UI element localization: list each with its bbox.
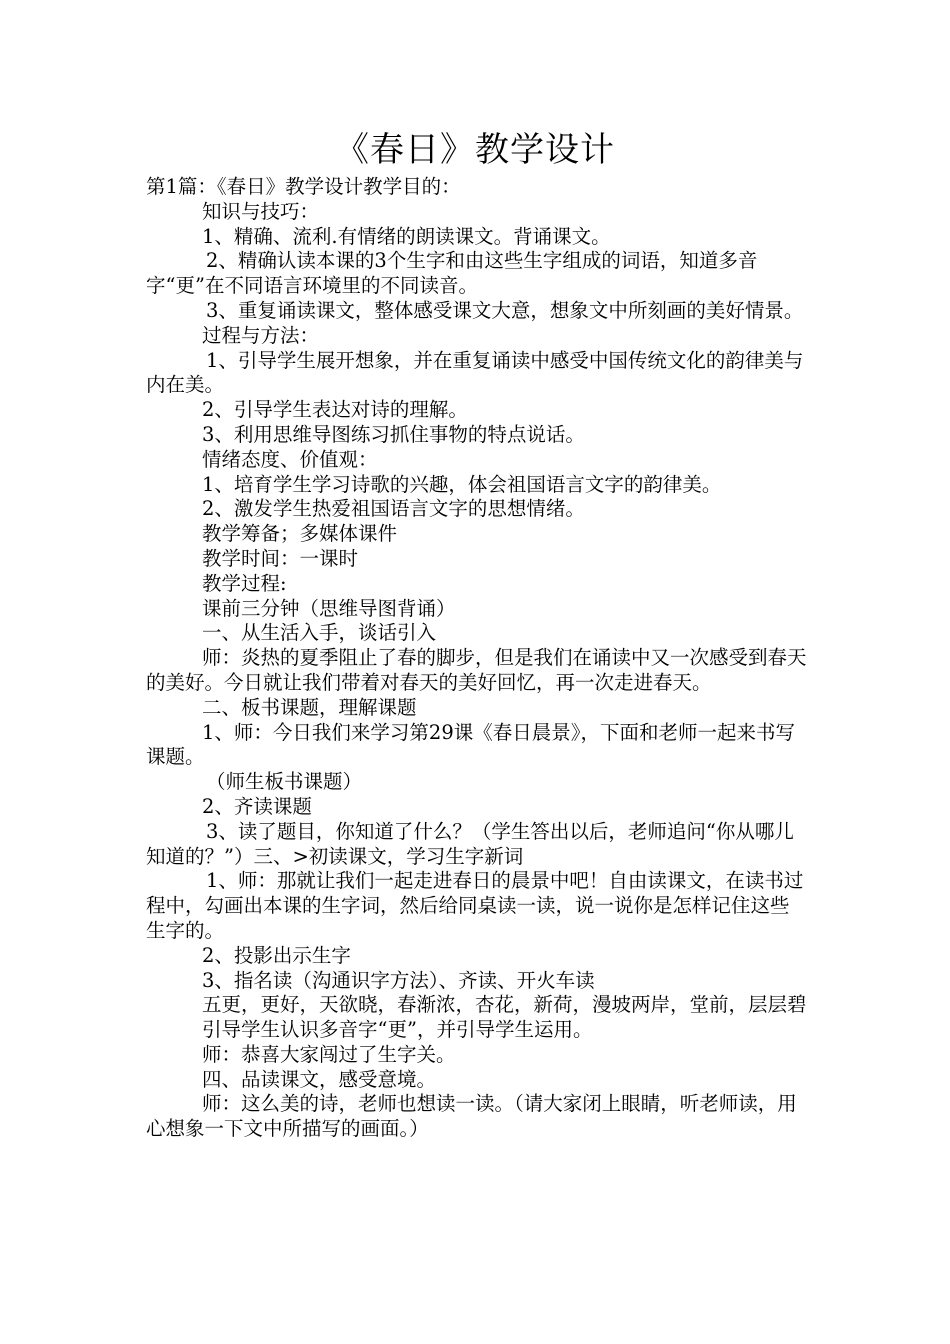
paragraph: 第1篇：《春日》教学设计教学目的： <box>146 175 461 198</box>
paragraph: 四、品读课文，感受意境。 <box>202 1067 437 1091</box>
paragraph: 2、激发学生热爱祖国语言文字的思想情绪。 <box>202 497 585 521</box>
paragraph: 2、投影出示生字 <box>202 943 351 967</box>
paragraph: 1、师：那就让我们一起走进春日的晨景中吧！自由读课文，在读书过程中，勾画出本课的生字词，然后给同桌读一读，说一说你是怎样记住这些生字的。 <box>146 869 804 942</box>
paragraph: 知识与技巧： <box>202 199 320 223</box>
paragraph: 2、精确认读本课的3个生字和由这些生字组成的词语，知道多音字“更”在不同语言环境里的不同读音。 <box>146 249 758 298</box>
paragraph: 师：炎热的夏季阻止了春的脚步，但是我们在诵读中又一次感受到春天的美好。今日就让我们带着对春天的美好回忆，再一次走进春天。 <box>146 646 807 694</box>
paragraph: （师生板书课题） <box>206 770 363 794</box>
paragraph: 3、利用思维导图练习抓住事物的特点说话。 <box>202 422 585 446</box>
paragraph: 过程与方法： <box>202 323 320 347</box>
paragraph: 五更，更好，天欲晓，春渐浓，杏花，新荷，漫坡两岸，堂前，层层碧 <box>202 993 807 1017</box>
paragraph: 师：恭喜大家闯过了生字关。 <box>202 1042 456 1066</box>
paragraph: 1、师：今日我们来学习第29课《春日晨景》，下面和老师一起来书写课题。 <box>146 720 795 769</box>
paragraph: 1、引导学生展开想象，并在重复诵读中感受中国传统文化的韵律美与内在美。 <box>146 348 804 397</box>
paragraph: 课前三分钟（思维导图背诵） <box>202 596 456 620</box>
paragraph: 教学筹备；多媒体课件 <box>202 522 398 546</box>
paragraph: 3、指名读（沟通识字方法）、齐读、开火车读 <box>202 968 595 992</box>
document-title: 《春日》教学设计 <box>335 130 615 170</box>
paragraph: 3、重复诵读课文，整体感受课文大意，想象文中所刻画的美好情景。 <box>206 298 804 322</box>
paragraph: 二、板书课题，理解课题 <box>202 695 417 719</box>
paragraph: 一、从生活入手，谈话引入 <box>202 621 437 645</box>
paragraph: 2、引导学生表达对诗的理解。 <box>202 398 468 422</box>
paragraph: 师：这么美的诗，老师也想读一读。（请大家闭上眼睛，听老师读，用心想象一下文中所描写的画面。） <box>146 1092 797 1141</box>
paragraph: 3、读了题目，你知道了什么？（学生答出以后，老师追问“你从哪儿知道的？”）三、>初读课文，学习生字新词 <box>146 819 794 868</box>
paragraph: 教学时间：一课时 <box>202 546 359 570</box>
document-body <box>146 175 808 1142</box>
paragraph: 2、齐读课题 <box>202 794 312 818</box>
paragraph: 引导学生认识多音字“更”，并引导学生运用。 <box>202 1018 593 1042</box>
paragraph: 教学过程: <box>202 571 287 595</box>
paragraph: 1、精确、流利.有情绪的朗读课文。背诵课文。 <box>202 224 611 248</box>
paragraph: 1、培育学生学习诗歌的兴趣，体会祖国语言文字的韵律美。 <box>202 472 722 496</box>
paragraph: 情绪态度、价值观： <box>202 447 378 471</box>
